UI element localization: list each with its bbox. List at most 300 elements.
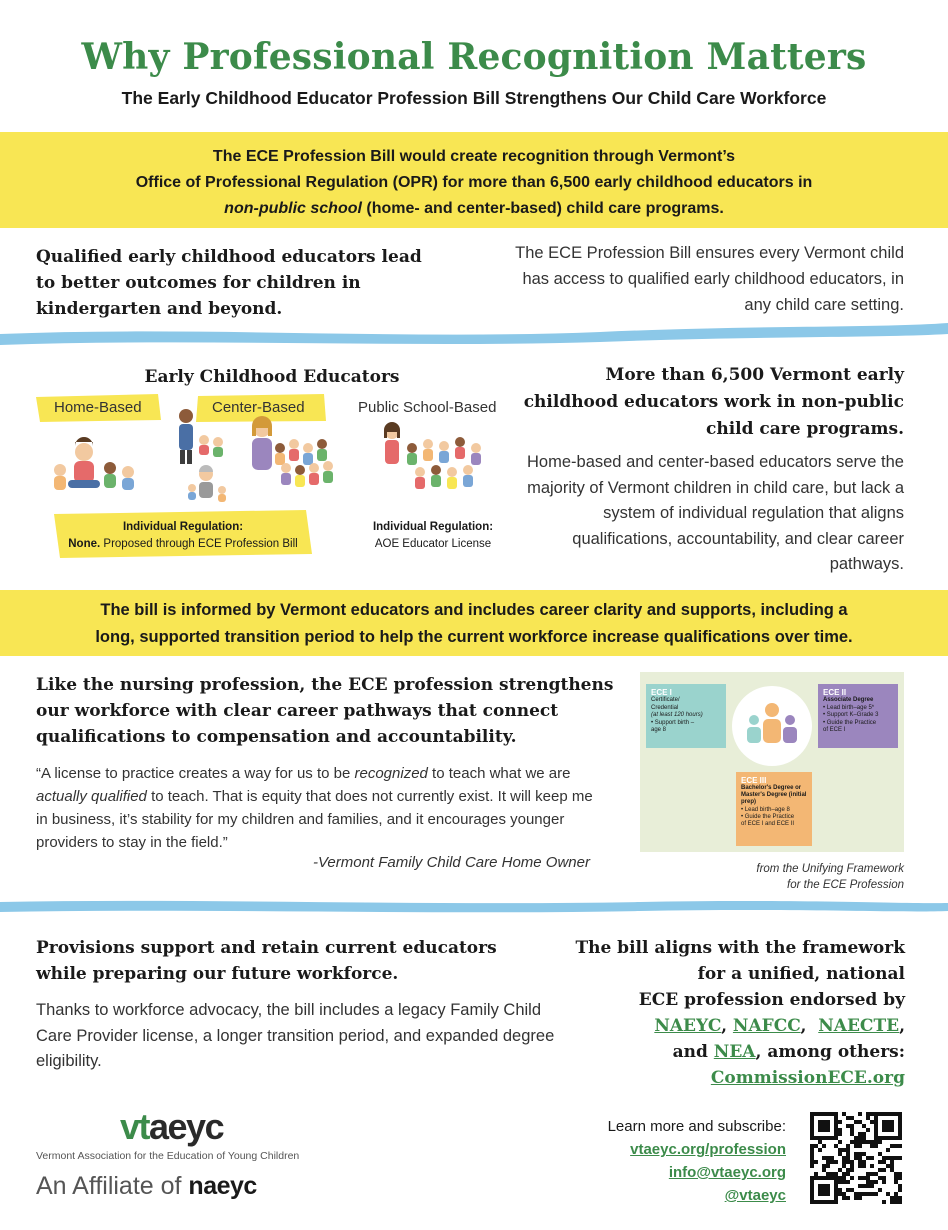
alignment-line-2: for a unified, national: [697, 964, 905, 984]
qr-module: [898, 1188, 902, 1192]
alignment-line-3: ECE profession endorsed by: [638, 990, 905, 1010]
qr-module: [834, 1160, 838, 1164]
qr-module: [822, 1176, 826, 1180]
qr-module: [858, 1140, 862, 1144]
qr-module: [882, 1128, 886, 1132]
qr-module: [854, 1144, 858, 1148]
qr-module: [878, 1152, 882, 1156]
qr-module: [818, 1148, 822, 1152]
qr-module: [818, 1184, 822, 1188]
naeyc-logo: naeyc: [188, 1172, 257, 1200]
qr-module: [882, 1180, 886, 1184]
ece2-line: of ECE I: [823, 727, 846, 733]
educator-count-body: Home-based and center-based educators serve the majority of Vermont children in child care, but lack a system of individual regulation that aligns qualifications, accountability, and clear career pathways.: [527, 453, 904, 573]
qr-module: [830, 1176, 834, 1180]
qr-module: [810, 1156, 814, 1160]
alignment-line-1: The bill aligns with the framework: [575, 938, 905, 958]
qr-module: [854, 1156, 858, 1160]
qr-module: [878, 1160, 882, 1164]
qr-module: [818, 1112, 822, 1116]
qr-module: [842, 1160, 846, 1164]
qr-module: [890, 1120, 894, 1124]
banner-italic: non-public school: [224, 200, 362, 217]
regulation-none-rest: Proposed through ECE Profession Bill: [100, 538, 298, 550]
regulation-none-bold: None.: [68, 538, 101, 550]
qr-module: [886, 1164, 890, 1168]
affiliate-text: An Affiliate of: [36, 1172, 189, 1200]
qr-module: [810, 1192, 814, 1196]
qr-module: [842, 1156, 846, 1160]
ece2-box: [818, 684, 898, 748]
qr-module: [818, 1188, 822, 1192]
qr-module: [858, 1192, 862, 1196]
qr-module: [810, 1116, 814, 1120]
qr-module: [882, 1136, 886, 1140]
qr-module: [838, 1168, 842, 1172]
qr-module: [850, 1116, 854, 1120]
qr-module: [886, 1136, 890, 1140]
qr-module: [846, 1196, 850, 1200]
qr-module: [874, 1116, 878, 1120]
qr-module: [894, 1180, 898, 1184]
qr-module: [834, 1144, 838, 1148]
ece1-line: • Support birth –: [651, 719, 695, 726]
nafcc-link[interactable]: NAFCC: [732, 1016, 801, 1036]
qr-module: [810, 1188, 814, 1192]
qr-module: [874, 1112, 878, 1116]
public-school-illustration: [378, 420, 498, 500]
qr-module: [858, 1132, 862, 1136]
qr-module: [874, 1180, 878, 1184]
blue-wave-divider-2: [0, 894, 948, 920]
qr-module: [890, 1144, 894, 1148]
qr-module: [838, 1188, 842, 1192]
qr-module: [866, 1172, 870, 1176]
page-title: Why Professional Recognition Matters: [81, 36, 867, 78]
qr-module: [890, 1168, 894, 1172]
qr-module: [818, 1200, 822, 1204]
qr-module: [866, 1180, 870, 1184]
qr-module: [826, 1200, 830, 1204]
qr-module: [838, 1140, 842, 1144]
qr-module: [810, 1144, 814, 1148]
qr-module: [834, 1124, 838, 1128]
quote-attribution: -Vermont Family Child Care Home Owner: [312, 854, 590, 871]
qr-module: [886, 1128, 890, 1132]
provider-quote: [36, 762, 596, 854]
qr-module: [898, 1120, 902, 1124]
qr-module: [866, 1112, 870, 1116]
qr-module: [846, 1160, 850, 1164]
public-school-label: Public School-Based: [358, 399, 497, 416]
qr-module: [814, 1160, 818, 1164]
qr-module: [858, 1176, 862, 1180]
qr-module: [874, 1172, 878, 1176]
qr-module: [830, 1172, 834, 1176]
qr-module: [822, 1120, 826, 1124]
qr-module: [838, 1176, 842, 1180]
caregiver-figure: [68, 437, 100, 488]
regulation-aoe-value: AOE Educator License: [374, 538, 492, 550]
qr-module: [810, 1160, 814, 1164]
page-subtitle: The Early Childhood Educator Profession Bill Strengthens Our Child Care Workforce: [121, 88, 827, 108]
qr-module: [862, 1152, 866, 1156]
alignment-others: , among others:: [755, 1042, 905, 1062]
qr-module: [822, 1144, 826, 1148]
ece3-line: • Lead birth–age 8: [741, 806, 790, 813]
qr-module: [846, 1144, 850, 1148]
qr-module: [818, 1192, 822, 1196]
home-based-label: Home-Based: [54, 399, 142, 416]
ece1-line: (at least 120 hours): [651, 712, 703, 718]
qr-module: [834, 1172, 838, 1176]
qr-module: [890, 1124, 894, 1128]
qr-module: [890, 1160, 894, 1164]
qr-module: [882, 1176, 886, 1180]
qr-module: [810, 1164, 814, 1168]
learn-more-block: [540, 1115, 786, 1207]
qr-module: [846, 1188, 850, 1192]
regulation-aoe-label: Individual Regulation:: [372, 521, 494, 533]
ece3-line: prep): [741, 799, 756, 806]
qr-module: [854, 1136, 858, 1140]
qr-module: [874, 1144, 878, 1148]
qr-module: [838, 1192, 842, 1196]
qr-module: [854, 1192, 858, 1196]
profession-link[interactable]: vtaeyc.org/profession: [630, 1141, 786, 1158]
qr-module: [822, 1192, 826, 1196]
banner-line-2: Office of Professional Regulation (OPR) for more than 6,500 early childhood educators in: [135, 174, 813, 191]
qr-module: [894, 1136, 898, 1140]
qr-module: [866, 1156, 870, 1160]
qr-code[interactable]: [810, 1112, 902, 1204]
qr-module: [894, 1144, 898, 1148]
qr-module: [822, 1168, 826, 1172]
vtaeyc-logo: [120, 1106, 223, 1148]
qr-module: [818, 1120, 822, 1124]
qr-module: [826, 1156, 830, 1160]
qr-module: [870, 1120, 874, 1124]
qr-module: [826, 1192, 830, 1196]
qr-module: [834, 1128, 838, 1132]
ece1-title: ECE I: [651, 688, 672, 697]
qr-module: [882, 1168, 886, 1172]
ece2-line: • Guide the Practice: [823, 719, 877, 726]
ece3-line: • Guide the Practice: [741, 813, 795, 820]
quote-emphasis-2: actually qualified: [36, 788, 147, 805]
ece1-line: Certificate/: [651, 697, 680, 703]
class-children-figure: [407, 437, 481, 489]
ece1-line: age 8: [651, 727, 667, 733]
qr-module: [886, 1192, 890, 1196]
qr-module: [826, 1164, 830, 1168]
qr-module: [874, 1140, 878, 1144]
qr-module: [894, 1192, 898, 1196]
qr-module: [890, 1112, 894, 1116]
qr-module: [850, 1124, 854, 1128]
qr-module: [818, 1140, 822, 1144]
ece2-line: • Lead birth–age 5*: [823, 704, 875, 711]
qr-module: [874, 1124, 878, 1128]
regulation-aoe-box: [358, 519, 508, 553]
qr-module: [814, 1144, 818, 1148]
ece3-line: of ECE I and ECE II: [741, 821, 795, 828]
qr-module: [838, 1120, 842, 1124]
qr-module: [850, 1176, 854, 1180]
qr-module: [814, 1136, 818, 1140]
qr-module: [850, 1168, 854, 1172]
alignment-orgs: NAEYC, NAFCC, NAECTE,: [654, 1016, 905, 1036]
qr-module: [822, 1156, 826, 1160]
qr-module: [838, 1132, 842, 1136]
framework-graphic: [640, 672, 904, 852]
ece3-line: Bachelor's Degree or: [741, 785, 802, 791]
banner-line-1: The ECE Profession Bill would create recognition through Vermont’s: [212, 148, 736, 165]
qr-module: [898, 1124, 902, 1128]
qr-module: [898, 1172, 902, 1176]
qr-module: [858, 1144, 862, 1148]
ece2-line: • Support K–Grade 3: [823, 712, 879, 718]
qr-module: [858, 1160, 862, 1164]
qr-module: [834, 1176, 838, 1180]
qr-module: [826, 1176, 830, 1180]
alignment-nea-line: [540, 1039, 905, 1065]
qr-module: [870, 1180, 874, 1184]
qr-module: [862, 1132, 866, 1136]
naecte-link[interactable]: NAECTE: [818, 1016, 900, 1036]
qr-module: [846, 1172, 850, 1176]
quote-part-2: to teach what we are: [427, 765, 571, 782]
educator-count-heading: More than 6,500 Vermont early childhood educators work in non-public child care programs.: [523, 365, 904, 439]
qr-module: [862, 1124, 866, 1128]
qr-module: [862, 1160, 866, 1164]
qr-module: [858, 1120, 862, 1124]
ece2-line: Associate Degree: [823, 697, 874, 703]
qr-module: [814, 1200, 818, 1204]
qr-module: [838, 1152, 842, 1156]
qr-module: [826, 1184, 830, 1188]
qr-module: [810, 1128, 814, 1132]
home-based-illustration: [46, 430, 146, 500]
qr-module: [886, 1148, 890, 1152]
qr-module: [834, 1120, 838, 1124]
qr-module: [858, 1112, 862, 1116]
qr-module: [830, 1112, 834, 1116]
caption-line-1: from the Unifying Framework: [756, 863, 904, 875]
qr-module: [862, 1136, 866, 1140]
qr-module: [886, 1156, 890, 1160]
qr-module: [846, 1152, 850, 1156]
qr-module: [822, 1124, 826, 1128]
qr-module: [866, 1192, 870, 1196]
qr-module: [842, 1176, 846, 1180]
qr-module: [882, 1156, 886, 1160]
qr-module: [862, 1184, 866, 1188]
qr-module: [858, 1136, 862, 1140]
qr-module: [862, 1192, 866, 1196]
center-based-illustration: [170, 404, 345, 504]
quote-part-3: to teach. That is equity that does not currently exist. It will keep me in business, it’s stability for my children and families, and it encourages younger providers to stay in the field.”: [36, 788, 593, 851]
qr-module: [810, 1136, 814, 1140]
qr-module: [878, 1176, 882, 1180]
banner-line-3: [0, 196, 948, 222]
naeyc-link[interactable]: NAEYC: [654, 1016, 722, 1036]
qr-module: [834, 1132, 838, 1136]
qr-module: [886, 1112, 890, 1116]
qr-module: [810, 1124, 814, 1128]
qr-module: [830, 1200, 834, 1204]
ece2-title: ECE II: [823, 688, 847, 697]
qr-module: [866, 1140, 870, 1144]
qr-module: [894, 1156, 898, 1160]
qr-module: [834, 1184, 838, 1188]
logo-aeyc: aeyc: [149, 1106, 224, 1147]
educators-title: Early Childhood Educators: [144, 367, 400, 387]
qr-module: [842, 1112, 846, 1116]
qr-module: [810, 1196, 814, 1200]
qr-module: [870, 1156, 874, 1160]
qr-module: [890, 1156, 894, 1160]
qr-module: [878, 1136, 882, 1140]
qr-module: [898, 1196, 902, 1200]
qr-module: [850, 1188, 854, 1192]
qr-module: [834, 1136, 838, 1140]
social-handle-link[interactable]: @vtaeyc: [724, 1187, 786, 1204]
banner2-line-1: The bill is informed by Vermont educators and includes career clarity and supports, including a: [100, 601, 848, 619]
qr-module: [814, 1176, 818, 1180]
qr-module: [894, 1112, 898, 1116]
qr-module: [842, 1164, 846, 1168]
qr-module: [866, 1176, 870, 1180]
qr-module: [898, 1156, 902, 1160]
qr-module: [846, 1168, 850, 1172]
qr-module: [826, 1136, 830, 1140]
alignment-and: and: [672, 1042, 714, 1062]
qr-module: [878, 1168, 882, 1172]
qr-module: [882, 1200, 886, 1204]
qr-module: [874, 1192, 878, 1196]
qr-module: [810, 1120, 814, 1124]
qr-module: [846, 1156, 850, 1160]
public-teacher-figure: [384, 422, 400, 464]
qr-module: [862, 1140, 866, 1144]
qr-module: [830, 1136, 834, 1140]
email-link[interactable]: info@vtaeyc.org: [668, 1164, 786, 1181]
qr-module: [846, 1180, 850, 1184]
qr-module: [898, 1176, 902, 1180]
qr-module: [890, 1164, 894, 1168]
nursing-heading: Like the nursing profession, the ECE profession strengthens our workforce with clear career pathways that connect qualifications to compensation and accountability.: [36, 675, 614, 747]
qr-module: [826, 1112, 830, 1116]
qr-module: [898, 1136, 902, 1140]
qr-module: [842, 1180, 846, 1184]
quote-emphasis-1: recognized: [354, 765, 428, 782]
nea-link[interactable]: NEA: [713, 1042, 756, 1062]
qr-module: [858, 1156, 862, 1160]
bill-informed-banner: [0, 590, 948, 656]
qr-module: [818, 1124, 822, 1128]
qr-module: [870, 1172, 874, 1176]
qr-module: [818, 1136, 822, 1140]
qr-module: [882, 1160, 886, 1164]
qr-module: [898, 1184, 902, 1188]
qr-module: [898, 1144, 902, 1148]
qr-module: [866, 1184, 870, 1188]
qr-module: [894, 1172, 898, 1176]
qr-module: [810, 1200, 814, 1204]
qr-module: [822, 1112, 826, 1116]
qr-module: [826, 1172, 830, 1176]
qr-module: [870, 1192, 874, 1196]
qr-module: [846, 1116, 850, 1120]
qr-module: [834, 1116, 838, 1120]
qr-module: [862, 1176, 866, 1180]
qr-module: [882, 1112, 886, 1116]
qr-module: [850, 1140, 854, 1144]
qr-module: [834, 1188, 838, 1192]
qr-module: [826, 1120, 830, 1124]
qr-module: [862, 1164, 866, 1168]
qr-module: [858, 1196, 862, 1200]
outcomes-statement: Qualified early childhood educators lead to better outcomes for children in kindergarten and beyond.: [36, 247, 422, 319]
qr-module: [890, 1136, 894, 1140]
commission-ece-link[interactable]: CommissionECE.org: [710, 1068, 905, 1088]
qr-module: [846, 1124, 850, 1128]
qr-module: [810, 1152, 814, 1156]
qr-module: [850, 1128, 854, 1132]
qr-module: [830, 1160, 834, 1164]
qr-module: [858, 1152, 862, 1156]
qr-module: [866, 1128, 870, 1132]
qr-module: [834, 1112, 838, 1116]
qr-module: [822, 1188, 826, 1192]
qr-module: [850, 1164, 854, 1168]
qr-module: [810, 1132, 814, 1136]
qr-module: [858, 1184, 862, 1188]
ece3-title: ECE III: [741, 776, 767, 785]
ece-people-icon: [732, 686, 812, 766]
qr-module: [822, 1128, 826, 1132]
qr-module: [834, 1180, 838, 1184]
qr-module: [874, 1132, 878, 1136]
qr-module: [890, 1200, 894, 1204]
regulation-none-value: [54, 536, 312, 553]
banner2-line-2: long, supported transition period to help the current workforce increase qualifications over time.: [95, 628, 853, 646]
qr-module: [822, 1136, 826, 1140]
qr-module: [834, 1196, 838, 1200]
qr-module: [866, 1116, 870, 1120]
qr-module: [826, 1160, 830, 1164]
qr-module: [854, 1196, 858, 1200]
qr-module: [834, 1200, 838, 1204]
affiliate-line: [36, 1172, 257, 1201]
organization-name: Vermont Association for the Education of Young Children: [36, 1150, 300, 1162]
qr-module: [830, 1156, 834, 1160]
qr-module: [850, 1132, 854, 1136]
qr-module: [842, 1172, 846, 1176]
qr-module: [858, 1164, 862, 1168]
ece1-box: [646, 684, 726, 748]
framework-alignment: [540, 935, 905, 1091]
qr-module: [870, 1184, 874, 1188]
qr-module: [854, 1152, 858, 1156]
qr-module: [842, 1192, 846, 1196]
logo-vt: vt: [120, 1106, 150, 1147]
qr-module: [814, 1172, 818, 1176]
qr-module: [898, 1128, 902, 1132]
qr-module: [898, 1116, 902, 1120]
qr-module: [846, 1148, 850, 1152]
